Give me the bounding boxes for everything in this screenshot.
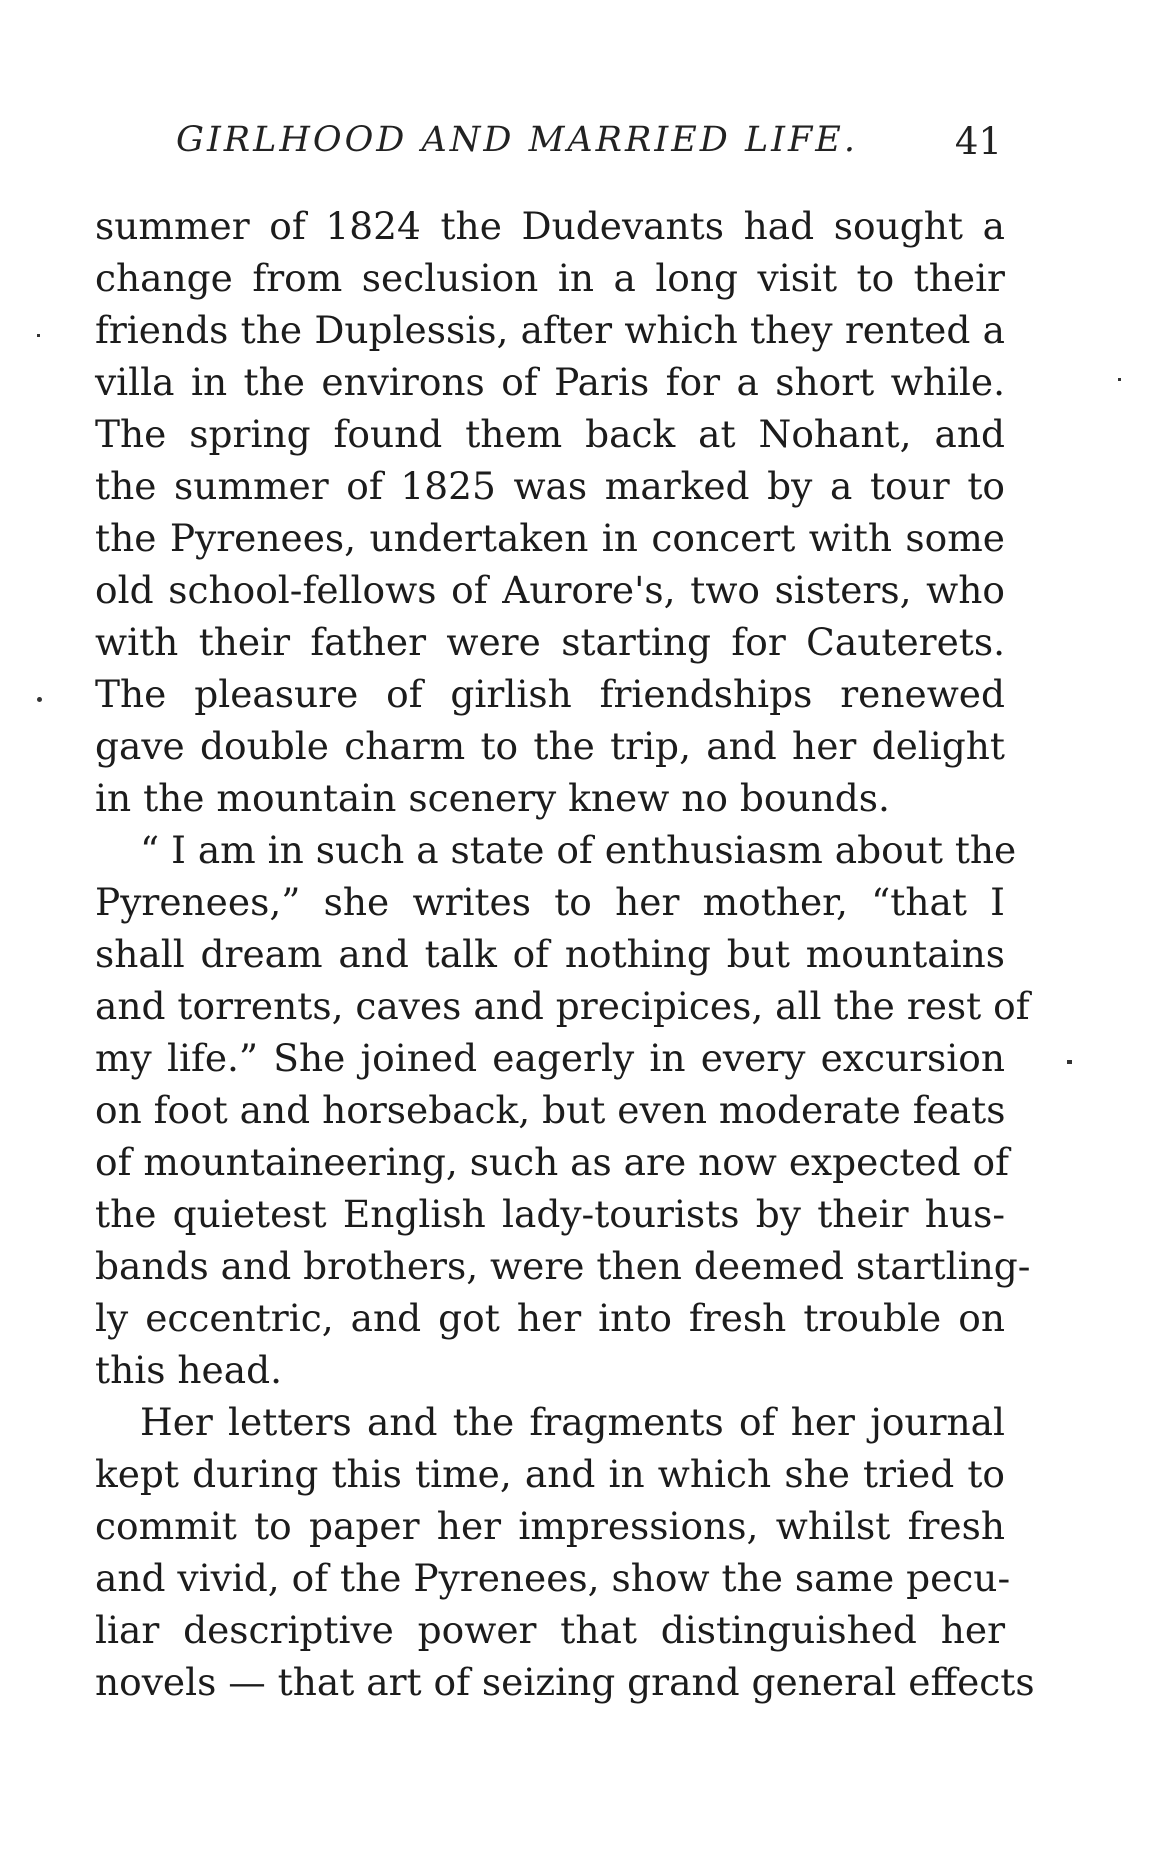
page-header: [176, 120, 1016, 170]
text-line: novels — that art of seizing grand general effects: [95, 1660, 1035, 1704]
running-title: GIRLHOOD AND MARRIED LIFE.: [176, 120, 858, 160]
text-line: Pyrenees,” she writes to her mother, “that I: [95, 880, 1005, 924]
paragraph-3: [95, 1396, 1035, 1708]
text-line: The pleasure of girlish friendships renewed: [95, 672, 1005, 716]
text-line: The spring found them back at Nohant, and: [95, 412, 1005, 456]
text-line: this head.: [95, 1348, 283, 1392]
text-line: bands and brothers, were then deemed startling-: [95, 1244, 1031, 1288]
paragraph-2: [95, 824, 1031, 1396]
text-line: kept during this time, and in which she tried to: [95, 1452, 1005, 1496]
text-line: gave double charm to the trip, and her delight: [95, 724, 1005, 768]
text-line: shall dream and talk of nothing but mountains: [95, 932, 1005, 976]
text-line: in the mountain scenery knew no bounds.: [95, 776, 890, 820]
paragraph-1: [95, 200, 1005, 824]
body-text: [95, 200, 1035, 1708]
text-line: the Pyrenees, undertaken in concert with some: [95, 516, 1005, 560]
text-line: and vivid, of the Pyrenees, show the same pecu-: [95, 1556, 1011, 1600]
text-line: change from seclusion in a long visit to their: [95, 256, 1005, 300]
text-line: and torrents, caves and precipices, all the rest of: [95, 984, 1030, 1028]
text-line: ly eccentric, and got her into fresh trouble on: [95, 1296, 1005, 1340]
page-number: 41: [954, 120, 1002, 163]
text-line: the quietest English lady-tourists by their hus-: [95, 1192, 1005, 1236]
text-line: villa in the environs of Paris for a short while.: [95, 360, 1005, 404]
text-line: the summer of 1825 was marked by a tour to: [95, 464, 1005, 508]
text-line: of mountaineering, such as are now expected of: [95, 1140, 1010, 1184]
text-line: “ I am in such a state of enthusiasm about the: [140, 828, 1017, 872]
text-line: with their father were starting for Cauterets.: [95, 620, 1005, 664]
scan-speck: [37, 697, 42, 702]
text-line: my life.” She joined eagerly in every excursion: [95, 1036, 1005, 1080]
scan-speck: [1118, 378, 1121, 381]
scan-speck: [1067, 1060, 1072, 1064]
text-line: on foot and horseback, but even moderate feats: [95, 1088, 1006, 1132]
text-line: summer of 1824 the Dudevants had sought a: [95, 204, 1005, 248]
text-line: liar descriptive power that distinguished her: [95, 1608, 1005, 1652]
text-line: Her letters and the fragments of her journal: [140, 1400, 1005, 1444]
scan-speck: [37, 334, 40, 337]
text-line: friends the Duplessis, after which they rented a: [95, 308, 1005, 352]
text-line: old school-fellows of Aurore's, two sisters, who: [95, 568, 1005, 612]
text-line: commit to paper her impressions, whilst fresh: [95, 1504, 1005, 1548]
